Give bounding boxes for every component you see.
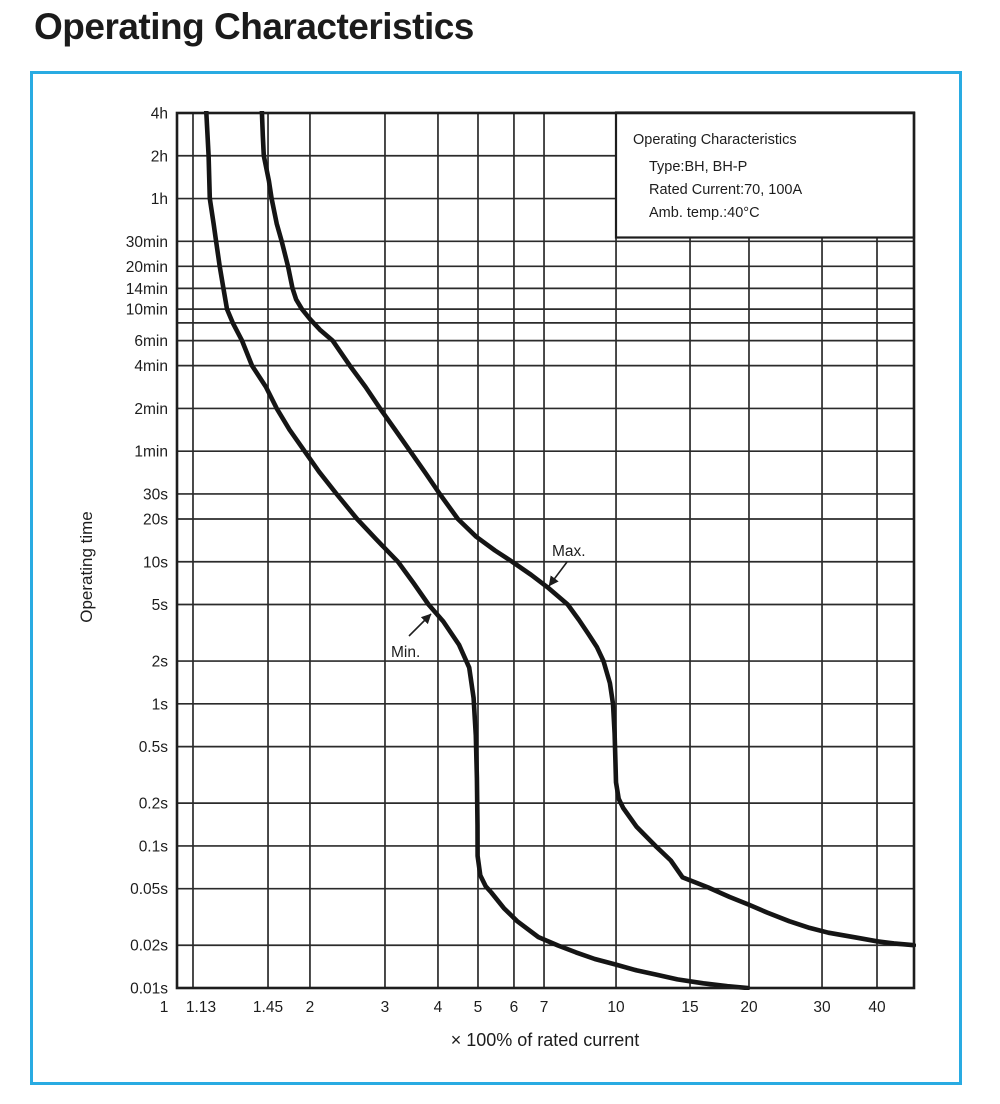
annotation-min [391,614,431,661]
y-tick-label: 0.05s [130,881,168,899]
x-tick-label: 10 [607,999,625,1016]
legend-box [616,113,914,238]
annotation-max [549,543,586,586]
y-axis-title: Operating time [77,511,96,623]
x-tick-label: 6 [509,999,519,1016]
legend-title: Operating Characteristics [633,132,797,148]
x-tick-label: 30 [813,999,831,1016]
x-tick-label: 2 [305,999,315,1016]
y-tick-label: 2min [134,400,168,418]
y-tick-label: 1s [151,696,168,714]
legend-rated-current: Rated Current:70, 100A [649,182,803,198]
y-tick-label: 20s [143,511,168,529]
legend-type: Type:BH, BH-P [649,159,748,175]
y-tick-label: 10s [143,554,168,572]
y-tick-label: 4min [134,358,168,376]
max-curve-label: Max. [552,543,586,560]
min-arrow [409,614,431,636]
y-tick-label: 6min [134,333,168,351]
x-tick-label: 5 [473,999,483,1016]
x-tick-label: 1.45 [252,999,284,1016]
x-tick-label: 20 [740,999,758,1016]
y-tick-label: 0.5s [138,739,168,757]
x-tick-label: 3 [380,999,390,1016]
y-tick-label: 2s [151,653,168,671]
y-tick-label: 5s [151,597,168,615]
y-tick-label: 20min [125,258,168,276]
x-tick-label: 4 [433,999,443,1016]
y-axis-tick-labels [126,106,168,998]
grid-lines [177,113,914,988]
y-tick-label: 0.01s [130,980,168,998]
x-tick-label: 7 [539,999,549,1016]
x-tick-label: 15 [681,999,699,1016]
x-axis-tick-labels [160,999,886,1016]
plot-border [177,113,914,988]
y-tick-label: 30min [125,233,168,251]
y-tick-label: 2h [150,148,168,166]
legend-ambient-temp: Amb. temp.:40°C [649,205,760,221]
y-tick-label: 1h [150,191,168,209]
y-tick-label: 30s [143,486,168,504]
x-tick-label: 1 [159,999,169,1016]
y-tick-label: 0.02s [130,937,168,955]
x-tick-label: 40 [868,999,886,1016]
y-tick-label: 10min [125,301,168,319]
y-tick-label: 1min [134,443,168,461]
max-arrow [549,562,567,586]
y-tick-label: 4h [150,105,168,123]
x-axis-title: × 100% of rated current [450,1030,640,1050]
y-tick-label: 14min [125,280,168,298]
min-curve-label: Min. [391,644,421,661]
y-tick-label: 0.1s [138,838,168,856]
y-tick-label: 0.2s [138,795,168,813]
page-title: Operating Characteristics [34,6,474,47]
x-tick-label: 1.13 [185,999,217,1016]
